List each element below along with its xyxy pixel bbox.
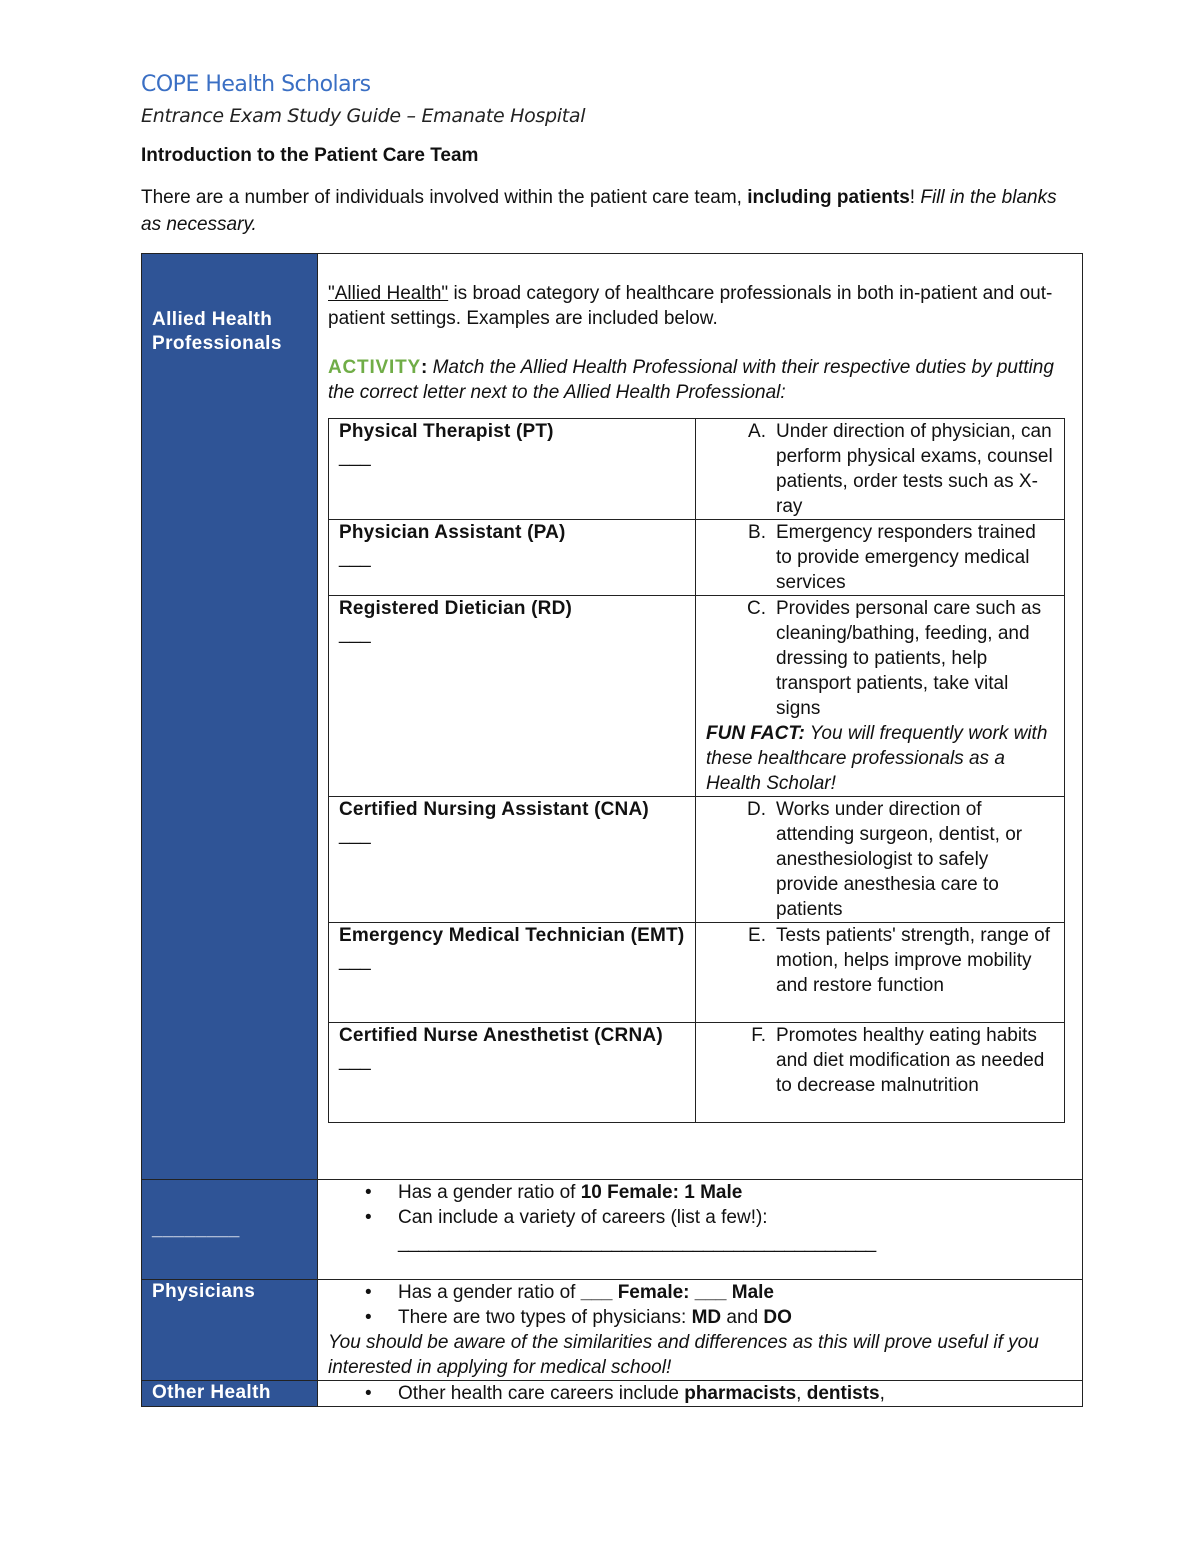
- bullet-text: Can include a variety of careers (list a few!):: [398, 1207, 768, 1228]
- allied-definition-text: is broad category of healthcare professionals in both in-patient and out-patient settings. Examples are included below.: [328, 283, 1053, 329]
- activity-instructions: [328, 355, 1072, 405]
- duty-cell: [696, 520, 1065, 596]
- careers-blank-line[interactable]: _______________________________________________: [398, 1232, 876, 1253]
- nurses-content: [318, 1180, 1083, 1280]
- matching-table: [328, 418, 1065, 1123]
- duty-cell: [696, 923, 1065, 1023]
- answer-blank[interactable]: ___: [339, 1050, 371, 1071]
- role-name: Emergency Medical Technician (EMT): [339, 925, 685, 946]
- matching-row: [329, 923, 1065, 1023]
- bullet-text: Other health care careers include: [398, 1383, 685, 1404]
- matching-row: [329, 596, 1065, 797]
- duty-letter: C.: [747, 598, 766, 619]
- duty-cell: [696, 596, 1065, 797]
- activity-label: ACTIVITY: [328, 357, 421, 378]
- duty-text: Emergency responders trained to provide emergency medical services: [776, 522, 1036, 593]
- other-health-label: Other Health: [152, 1382, 271, 1403]
- duty-letter: E.: [748, 925, 766, 946]
- role-name: Physical Therapist (PT): [339, 421, 554, 442]
- intro-italic: Fill in the blanks as necessary.: [141, 187, 1057, 235]
- other-health-row: [142, 1381, 1083, 1407]
- other-health-content: [318, 1381, 1083, 1407]
- matching-row: [329, 419, 1065, 520]
- list-item: [328, 1305, 1072, 1330]
- duty-cell: [696, 797, 1065, 923]
- physicians-note: You should be aware of the similarities and differences as this will prove useful if you interested in applying for medical school!: [328, 1332, 1039, 1378]
- answer-blank[interactable]: ___: [339, 623, 371, 644]
- org-title: COPE Health Scholars: [141, 72, 371, 97]
- section-heading: Introduction to the Patient Care Team: [141, 145, 479, 166]
- activity-colon: :: [420, 357, 428, 378]
- duty-text: Under direction of physician, can perform physical exams, counsel patients, order tests such as X-ray: [776, 421, 1053, 517]
- duty-cell: [696, 1023, 1065, 1123]
- intro-paragraph: [141, 184, 1071, 238]
- duty-text: Provides personal care such as cleaning/bathing, feeding, and dressing to patients, help transport patients, take vital signs: [776, 598, 1042, 719]
- allied-health-content: [318, 254, 1083, 1180]
- bullet-bold: 10 Female: 1 Male: [580, 1182, 743, 1203]
- list-item: [328, 1205, 1072, 1230]
- list-item: [328, 1180, 1072, 1205]
- physicians-content: [318, 1280, 1083, 1381]
- matching-row: [329, 797, 1065, 923]
- fun-fact: [706, 721, 1054, 796]
- answer-blank[interactable]: ___: [339, 824, 371, 845]
- do-label: DO: [763, 1307, 792, 1328]
- list-item: [328, 1381, 1072, 1406]
- physicians-bullets: [328, 1280, 1072, 1330]
- role-cell: [329, 419, 696, 520]
- bullet-bold: dentists: [806, 1383, 880, 1404]
- intro-bold: including patients: [747, 187, 910, 208]
- nurses-label-blank[interactable]: ________: [152, 1218, 240, 1240]
- role-cell: [329, 797, 696, 923]
- role-name: Registered Dietician (RD): [339, 598, 573, 619]
- bullet-text: Has a gender ratio of: [398, 1182, 581, 1203]
- intro-text-2: !: [909, 187, 921, 208]
- duty-cell: [696, 419, 1065, 520]
- nurses-bullets: [328, 1180, 1072, 1230]
- duty-text: Promotes healthy eating habits and diet modification as needed to decrease malnutrition: [776, 1025, 1045, 1096]
- allied-term: "Allied Health": [328, 283, 449, 304]
- duty-letter: D.: [747, 799, 766, 820]
- duty-letter: F.: [751, 1025, 766, 1046]
- role-cell: [329, 520, 696, 596]
- other-health-side-label: [142, 1381, 318, 1407]
- nurses-row: [142, 1180, 1083, 1280]
- bullet-text: Has a gender ratio of: [398, 1282, 581, 1303]
- allied-health-row: [142, 254, 1083, 1180]
- bullet-sep: ,: [796, 1383, 807, 1404]
- fun-fact-label: FUN FACT:: [706, 723, 805, 744]
- duty-letter: B.: [748, 522, 766, 543]
- activity-text: Match the Allied Health Professional with their respective duties by putting the correct letter next to the Allied Health Professional:: [328, 357, 1054, 403]
- physicians-row: [142, 1280, 1083, 1381]
- matching-row: [329, 520, 1065, 596]
- bullet-bold[interactable]: ___ Female: ___ Male: [580, 1282, 775, 1303]
- patient-care-team-table: [141, 253, 1083, 1407]
- page-header: [141, 70, 1081, 238]
- role-name: Certified Nursing Assistant (CNA): [339, 799, 649, 820]
- md-label: MD: [691, 1307, 722, 1328]
- role-cell: [329, 923, 696, 1023]
- duty-text: Works under direction of attending surgeon, dentist, or anesthesiologist to safely provide anesthesia care to patients: [776, 799, 1023, 920]
- answer-blank[interactable]: ___: [339, 547, 371, 568]
- nurses-side-label: [142, 1180, 318, 1280]
- list-item: [328, 1280, 1072, 1305]
- other-health-bullets: [328, 1381, 1072, 1406]
- bullet-bold: pharmacists: [684, 1383, 797, 1404]
- fun-fact-text: You will frequently work with these healthcare professionals as a Health Scholar!: [706, 723, 1048, 794]
- duty-letter: A.: [748, 421, 766, 442]
- matching-row: [329, 1023, 1065, 1123]
- bullet-and: and: [721, 1307, 764, 1328]
- bullet-tail: ,: [879, 1383, 885, 1404]
- bullet-text: There are two types of physicians:: [398, 1307, 692, 1328]
- physicians-label: Physicians: [152, 1281, 256, 1302]
- allied-definition: [328, 281, 1072, 331]
- answer-blank[interactable]: ___: [339, 446, 371, 467]
- physicians-side-label: [142, 1280, 318, 1381]
- intro-text: There are a number of individuals involved within the patient care team,: [141, 187, 748, 208]
- role-cell: [329, 1023, 696, 1123]
- answer-blank[interactable]: ___: [339, 950, 371, 971]
- role-name: Certified Nurse Anesthetist (CRNA): [339, 1025, 663, 1046]
- role-name: Physician Assistant (PA): [339, 522, 566, 543]
- duty-text: Tests patients' strength, range of motion, helps improve mobility and restore function: [776, 925, 1051, 996]
- side-label-line1: Allied Health: [152, 309, 273, 330]
- role-cell: [329, 596, 696, 797]
- allied-health-side-label: [142, 254, 318, 1180]
- side-label-line2: Professionals: [152, 333, 282, 354]
- doc-subtitle: Entrance Exam Study Guide – Emanate Hospital: [141, 105, 586, 127]
